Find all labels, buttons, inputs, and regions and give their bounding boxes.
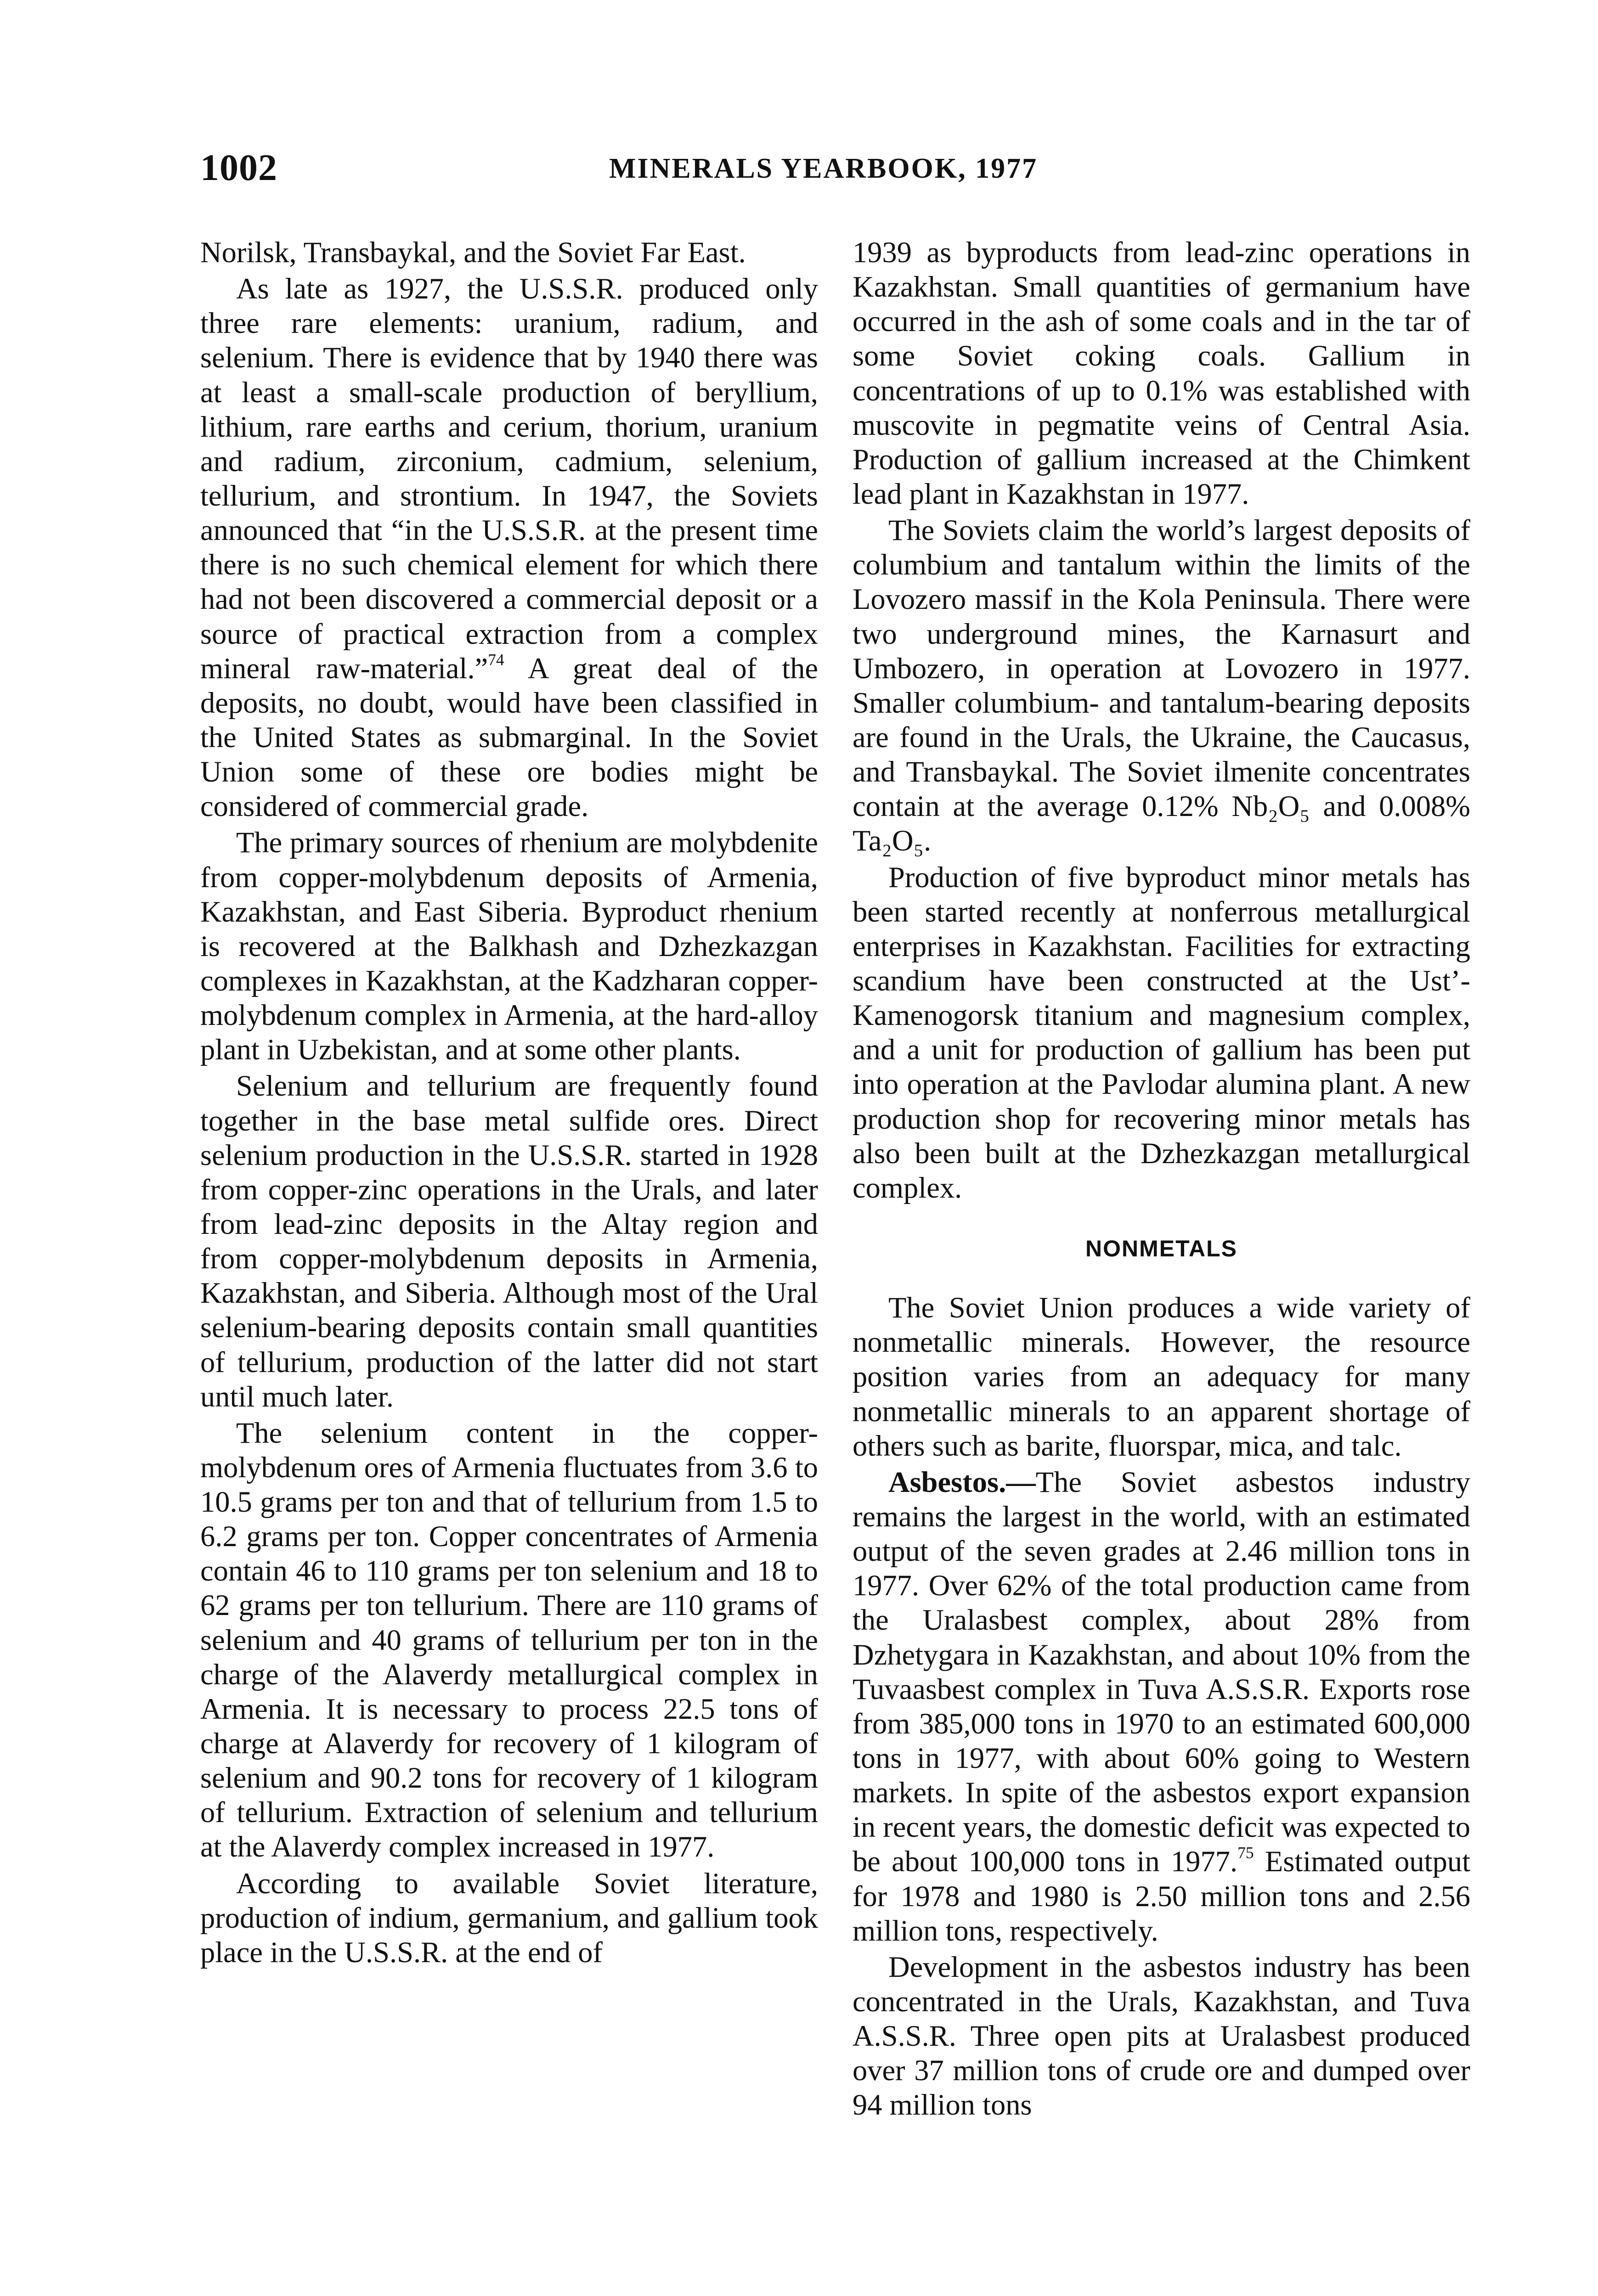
paragraph: Norilsk, Transbaykal, and the Soviet Far East.	[200, 236, 746, 269]
paragraph-text: As late as 1927, the U.S.S.R. produced only three rare elements: uranium, radium, and selenium. There is evidence that by 1940 there was at least a small-scale production of beryllium, lithium, rare earths and cerium, thorium, uranium and radium, zirconium, cadmium, selenium, tellurium, and strontium. In 1947, the Soviets announced that “in the U.S.S.R. at the present time there is no such chemical element for which there had not been discovered a commercial deposit or a source of practical extraction from a complex mineral raw-material.”	[200, 272, 818, 685]
paragraph-text: and 0.008%	[1310, 790, 1471, 823]
paragraph-indium-germanium-gallium: According to available Soviet literature, production of indium, germanium, and gallium took place in the U.S.S.R. at the end of	[200, 1867, 818, 1969]
paragraph-selenium-tellurium: Selenium and tellurium are frequently found together in the base metal sulfide ores. Direct selenium production in the U.S.S.R. started in 1928 from copper-zinc operations in the Urals, and later from lead-zinc deposits in the Altay region and from copper-molybdenum deposits in Armenia, Kazakhstan, and Siberia. Although most of the Ural selenium-bearing deposits contain small quantities of tellurium, production of the latter did not start until much later.	[200, 1069, 818, 1413]
paragraph-text: The Soviet asbestos industry remains the largest in the world, with an estimated output of the seven grades at 2.46 million tons in 1977. Over 62% of the total production came from the Uralasbest complex, about 28% from Dzhetygara in Kazakhstan, and about 10% from the Tuvaasbest complex in Tuva A.S.S.R. Exports rose from 385,000 tons in 1970 to an estimated 600,000 tons in 1977, with about 60% going to Western markets. In spite of the asbestos export expansion in recent years, the domestic deficit was expected to be about 100,000 tons in 1977.	[853, 1465, 1470, 1878]
section-heading-nonmetals: NONMETALS	[1085, 1235, 1237, 1261]
subsection-lead: Asbestos.—	[888, 1465, 1036, 1498]
paragraph-text: Estimated output for 1978 and 1980 is 2.50 million tons and 2.56 million tons, respectively.	[853, 1845, 1470, 1947]
paragraph-text: .	[924, 824, 932, 857]
paragraph-text: A great deal of the deposits, no doubt, would have been classified in the United States as submarginal. In the Soviet Union some of these ore bodies might be considered of commercial grade.	[200, 652, 818, 823]
page-header	[200, 146, 1473, 197]
footnote-reference: 74	[488, 650, 504, 669]
left-column	[200, 235, 818, 1971]
niobium-oxide-formula: Nb₂O₅	[1231, 790, 1310, 823]
paragraph-asbestos-development: Development in the asbestos industry has been concentrated in the Urals, Kazakhstan, and Tuva A.S.S.R. Three open pits at Uralasbest produced over 37 million tons of crude ore and dumped over 94 million tons	[853, 1950, 1470, 2122]
paragraph-byproduct-metals: Production of five byproduct minor metals has been started recently at nonferrous metallurgical enterprises in Kazakhstan. Facilities for extracting scandium have been constructed at the Ust’-Kamenogorsk titanium and magnesium complex, and a unit for production of gallium has been put into operation at the Pavlodar alumina plant. A new production shop for recovering minor metals has also been built at the Dzhezkazgan metallurgical complex.	[853, 861, 1470, 1204]
tantalum-oxide-formula: Ta₂O₅	[853, 824, 924, 857]
paragraph-nonmetals-overview: The Soviet Union produces a wide variety of nonmetallic minerals. However, the resource position varies from an adequacy for many nonmetallic minerals to an apparent shortage of others such as barite, fluorspar, mica, and talc.	[853, 1291, 1470, 1462]
right-column	[853, 235, 1470, 2124]
paragraph-rhenium: The primary sources of rhenium are molybdenite from copper-molybdenum deposits of Armenia, Kazakhstan, and East Siberia. Byproduct rhenium is recovered at the Balkhash and Dzhezkazgan complexes in Kazakhstan, at the Kadzharan copper-molybdenum complex in Armenia, at the hard-alloy plant in Uzbekistan, and at some other plants.	[200, 826, 818, 1066]
page-number: 1002	[200, 146, 277, 188]
running-title: MINERALS YEARBOOK, 1977	[609, 153, 1038, 184]
footnote-reference: 75	[1237, 1844, 1254, 1863]
paragraph-text: The Soviets claim the world’s largest deposits of columbium and tantalum within the limits of the Lovozero massif in the Kola Peninsula. There were two underground mines, the Karnasurt and Umbozero, in operation at Lovozero in 1977. Smaller columbium- and tantalum-bearing deposits are found in the Urals, the Ukraine, the Caucasus, and Transbaykal. The Soviet ilmenite concentrates contain at the average 0.12%	[853, 514, 1470, 823]
paragraph-rare-elements	[200, 271, 818, 823]
paragraph-continued: 1939 as byproducts from lead-zinc operations in Kazakhstan. Small quantities of germanium have occurred in the ash of some coals and in the tar of some Soviet coking coals. Gallium in concentrations of up to 0.1% was established with muscovite in pegmatite veins of Central Asia. Production of gallium increased at the Chimkent lead plant in Kazakhstan in 1977.	[853, 236, 1470, 510]
paragraph-asbestos	[853, 1465, 1470, 1948]
paragraph-columbium-tantalum	[853, 513, 1470, 858]
paragraph-selenium-content: The selenium content in the copper-molybdenum ores of Armenia fluctuates from 3.6 to 10.5 grams per ton and that of tellurium from 1.5 to 6.2 grams per ton. Copper concentrates of Armenia contain 46 to 110 grams per ton selenium and 18 to 62 grams per ton tellurium. There are 110 grams of selenium and 40 grams of tellurium per ton in the charge of the Alaverdy metallurgical complex in Armenia. It is necessary to process 22.5 tons of charge at Alaverdy for recovery of 1 kilogram of selenium and 90.2 tons for recovery of 1 kilogram of tellurium. Extraction of selenium and tellurium at the Alaverdy complex increased in 1977.	[200, 1416, 818, 1863]
